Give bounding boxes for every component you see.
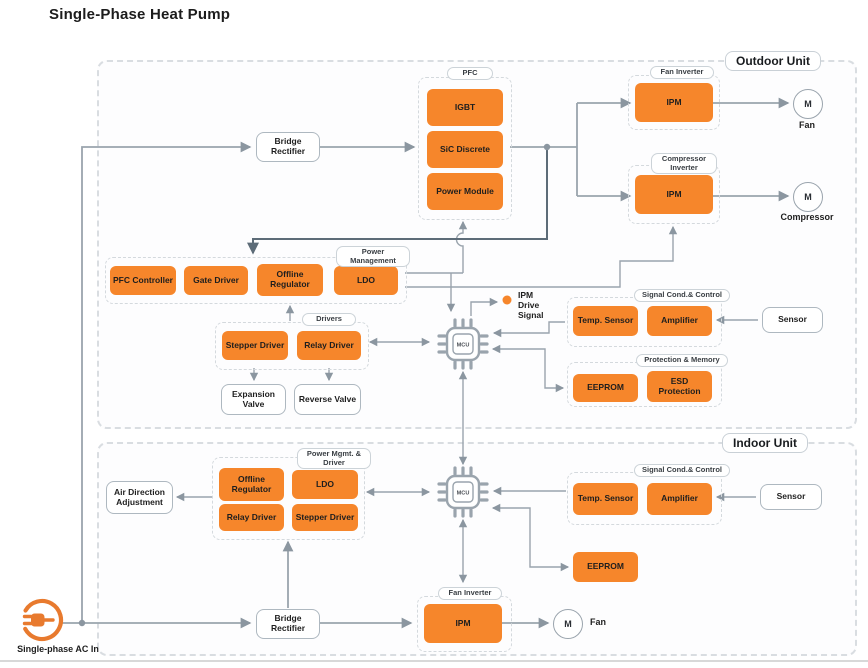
reverse-valve-box: Reverse Valve bbox=[294, 384, 361, 415]
power-mgmt-driver-group-label: Power Mgmt. & Driver bbox=[297, 448, 371, 469]
indoor-sensor-box: Sensor bbox=[760, 484, 822, 510]
fan-inverter-group-label: Fan Inverter bbox=[650, 66, 714, 79]
outdoor-mcu[interactable] bbox=[431, 312, 495, 376]
compressor-motor: M bbox=[793, 182, 823, 212]
indoor-mcu-label: MCU bbox=[456, 490, 470, 497]
fan-inverter-ipm-block[interactable]: IPM bbox=[635, 83, 713, 122]
power-management-group-label: Power Management bbox=[336, 246, 410, 267]
outdoor-eeprom-block[interactable]: EEPROM bbox=[573, 374, 638, 402]
indoor-relay-driver-block[interactable]: Relay Driver bbox=[219, 504, 284, 531]
protection-memory-group-label: Protection & Memory bbox=[636, 354, 728, 367]
outdoor-unit-label: Outdoor Unit bbox=[725, 51, 821, 71]
indoor-fan-inverter-group-label: Fan Inverter bbox=[438, 587, 502, 600]
drivers-group-label: Drivers bbox=[302, 313, 356, 326]
offline-regulator-block[interactable]: Offline Regulator bbox=[257, 264, 323, 296]
indoor-stepper-driver-block[interactable]: Stepper Driver bbox=[292, 504, 358, 531]
ldo-block[interactable]: LDO bbox=[334, 266, 398, 295]
compressor-motor-label: Compressor bbox=[780, 212, 834, 222]
indoor-fan-inverter-ipm-block[interactable]: IPM bbox=[424, 604, 502, 643]
outdoor-fan-motor: M bbox=[793, 89, 823, 119]
compressor-inverter-group-label: Compressor Inverter bbox=[651, 153, 717, 174]
indoor-offline-regulator-block[interactable]: Offline Regulator bbox=[219, 468, 284, 501]
pfc-group-label: PFC bbox=[447, 67, 493, 80]
outdoor-temp-sensor-block[interactable]: Temp. Sensor bbox=[573, 306, 638, 336]
indoor-bridge-rectifier: Bridge Rectifier bbox=[256, 609, 320, 639]
indoor-mcu[interactable] bbox=[431, 460, 495, 524]
stepper-driver-block[interactable]: Stepper Driver bbox=[222, 331, 288, 360]
ac-plug-icon bbox=[16, 594, 68, 646]
sic-discrete-block[interactable]: SiC Discrete bbox=[427, 131, 503, 168]
page-bottom-edge bbox=[0, 660, 868, 662]
power-module-block[interactable]: Power Module bbox=[427, 173, 503, 210]
relay-driver-block[interactable]: Relay Driver bbox=[297, 331, 361, 360]
indoor-ldo-block[interactable]: LDO bbox=[292, 470, 358, 499]
indoor-fan-motor: M bbox=[553, 609, 583, 639]
outdoor-bridge-rectifier: Bridge Rectifier bbox=[256, 132, 320, 162]
gate-driver-block[interactable]: Gate Driver bbox=[184, 266, 248, 295]
pfc-controller-block[interactable]: PFC Controller bbox=[110, 266, 176, 295]
outdoor-amplifier-block[interactable]: Amplifier bbox=[647, 306, 712, 336]
indoor-signal-cond-group-label: Signal Cond.& Control bbox=[634, 464, 730, 477]
expansion-valve-box: Expansion Valve bbox=[221, 384, 286, 415]
outdoor-fan-motor-label: Fan bbox=[798, 120, 815, 130]
air-direction-adjustment-box: Air Direction Adjustment bbox=[106, 481, 173, 514]
compressor-inverter-ipm-block[interactable]: IPM bbox=[635, 175, 713, 214]
outdoor-signal-cond-group-label: Signal Cond.& Control bbox=[634, 289, 730, 302]
indoor-fan-motor-label: Fan bbox=[590, 617, 607, 627]
ipm-drive-signal-label: IPM Drive Signal bbox=[518, 290, 544, 321]
indoor-temp-sensor-block[interactable]: Temp. Sensor bbox=[573, 483, 638, 515]
indoor-amplifier-block[interactable]: Amplifier bbox=[647, 483, 712, 515]
indoor-eeprom-block[interactable]: EEPROM bbox=[573, 552, 638, 582]
ac-in-label: Single-phase AC In bbox=[17, 644, 99, 654]
indoor-unit-label: Indoor Unit bbox=[722, 433, 808, 453]
outdoor-mcu-label: MCU bbox=[456, 342, 470, 349]
outdoor-sensor-box: Sensor bbox=[762, 307, 823, 333]
page-title: Single-Phase Heat Pump bbox=[49, 6, 231, 23]
esd-protection-block[interactable]: ESD Protection bbox=[647, 371, 712, 402]
igbt-block[interactable]: IGBT bbox=[427, 89, 503, 126]
